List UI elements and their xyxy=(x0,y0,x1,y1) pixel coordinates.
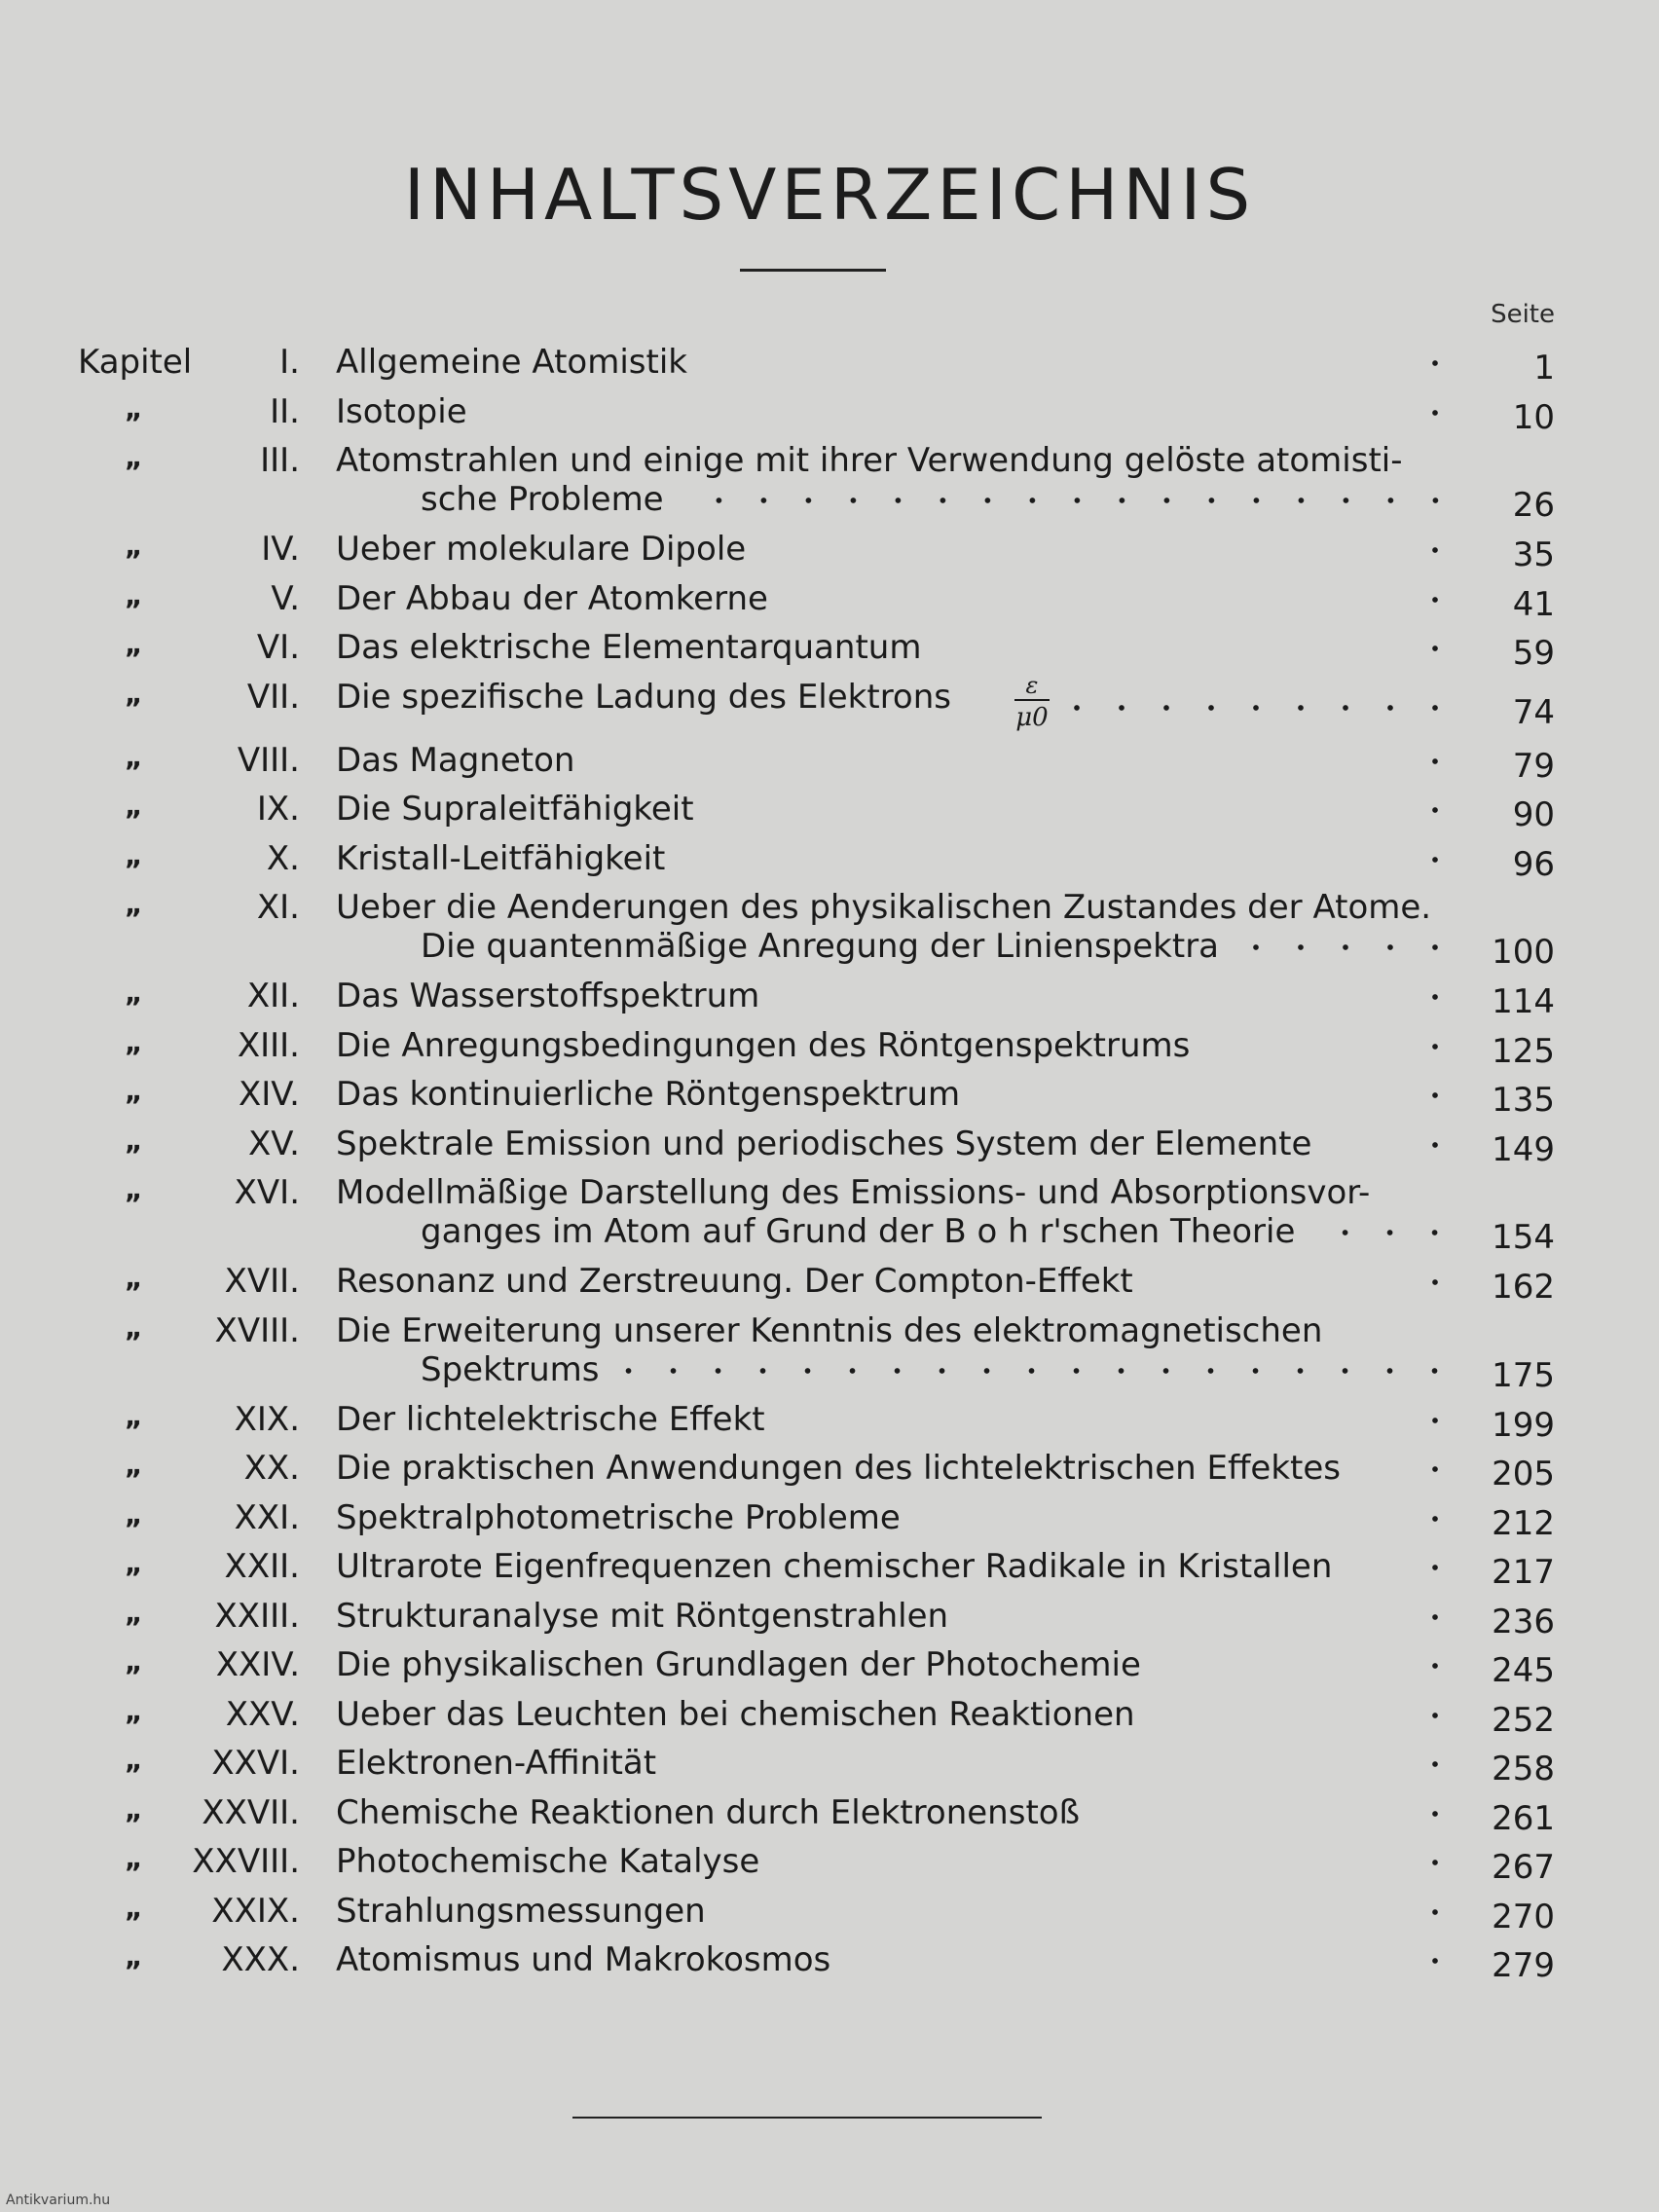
page-number: 162 xyxy=(1492,1268,1555,1307)
toc-entry xyxy=(0,1119,1659,1168)
page-number: 100 xyxy=(1492,933,1555,972)
toc-entry xyxy=(0,1640,1659,1689)
toc-entry xyxy=(0,1256,1659,1306)
toc-entry xyxy=(0,1493,1659,1542)
chapter-number: XIV. xyxy=(238,1075,300,1114)
dot-leader xyxy=(1428,634,1457,663)
chapter-number: XXIX. xyxy=(211,1891,300,1931)
page-number: 1 xyxy=(1533,349,1555,387)
chapter-number: XVI. xyxy=(234,1173,300,1212)
chapter-title: Resonanz und Zerstreuung. Der Compton-Effekt xyxy=(336,1262,1133,1301)
ditto-mark: „ xyxy=(125,441,143,473)
chapter-title: Allgemeine Atomistik xyxy=(336,343,687,382)
page-number: 252 xyxy=(1492,1700,1555,1740)
chapter-label: Kapitel xyxy=(78,343,193,382)
page-number: 125 xyxy=(1492,1031,1555,1071)
chapter-number: XXV. xyxy=(225,1694,300,1734)
page-number: 135 xyxy=(1492,1081,1555,1120)
chapter-number: III. xyxy=(260,441,300,480)
dot-leader xyxy=(1067,693,1457,722)
chapter-number: XVIII. xyxy=(214,1310,300,1350)
toc-entry xyxy=(0,622,1659,672)
ditto-mark: „ xyxy=(125,740,143,773)
dot-leader xyxy=(1428,1032,1457,1061)
chapter-title: Der lichtelektrische Effekt xyxy=(336,1399,765,1439)
toc-entry xyxy=(0,784,1659,833)
chapter-title: Spektrale Emission und periodisches System der Elemente xyxy=(336,1124,1312,1163)
toc-entry xyxy=(0,1738,1659,1788)
dot-leader xyxy=(1428,1553,1457,1582)
dot-leader xyxy=(678,486,1457,515)
toc-entry xyxy=(0,1069,1659,1119)
chapter-title: Das Magneton xyxy=(336,740,575,780)
chapter-title: Modellmäßige Darstellung des Emissions- und Absorptionsvor- xyxy=(336,1173,1371,1212)
dot-leader xyxy=(1428,1603,1457,1632)
chapter-number: XXX. xyxy=(221,1940,300,1979)
ditto-mark: „ xyxy=(125,1075,143,1107)
dot-leader xyxy=(1428,1406,1457,1435)
toc-entry xyxy=(0,337,1659,387)
page-number: 41 xyxy=(1512,584,1555,624)
chapter-title: Ueber die Aenderungen des physikalischen Zustandes der Atome. xyxy=(336,888,1432,927)
chapter-title: Chemische Reaktionen durch Elektronenstoß xyxy=(336,1792,1080,1832)
chapter-number: V. xyxy=(271,578,300,618)
chapter-number: XI. xyxy=(256,888,300,927)
dot-leader xyxy=(1428,1130,1457,1160)
ditto-mark: „ xyxy=(125,628,143,660)
ditto-mark: „ xyxy=(125,977,143,1009)
ditto-mark: „ xyxy=(125,888,143,920)
watermark: Antikvarium.hu xyxy=(6,2193,111,2208)
ditto-mark: „ xyxy=(125,1449,143,1481)
chapter-number: I. xyxy=(279,343,300,382)
dot-leader xyxy=(1428,1898,1457,1927)
page-number: 59 xyxy=(1512,634,1555,673)
toc-entry xyxy=(0,1443,1659,1493)
toc-entry xyxy=(0,1541,1659,1591)
page-number: 199 xyxy=(1492,1405,1555,1445)
bottom-rule xyxy=(572,2117,1042,2119)
page-number: 245 xyxy=(1492,1651,1555,1690)
page-number: 96 xyxy=(1512,844,1555,884)
dot-leader xyxy=(1428,349,1457,378)
chapter-title: Die Supraleitfähigkeit xyxy=(336,790,694,829)
dot-leader xyxy=(1428,1848,1457,1877)
dot-leader xyxy=(1428,585,1457,614)
toc-entry xyxy=(0,1689,1659,1739)
chapter-title: Spektralphotometrische Probleme xyxy=(336,1497,901,1537)
chapter-title: Strahlungsmessungen xyxy=(336,1891,706,1931)
ditto-mark: „ xyxy=(125,1596,143,1629)
page-number: 217 xyxy=(1492,1553,1555,1592)
ditto-mark: „ xyxy=(125,1173,143,1205)
chapter-number: IX. xyxy=(256,790,300,829)
dot-leader xyxy=(1428,535,1457,565)
toc-entry xyxy=(0,1886,1659,1936)
toc-entry xyxy=(0,1591,1659,1641)
dot-leader xyxy=(1428,795,1457,825)
toc-entry xyxy=(0,882,1659,971)
toc-entry xyxy=(0,1788,1659,1837)
page-number: 175 xyxy=(1492,1355,1555,1395)
chapter-number: XII. xyxy=(246,977,300,1015)
dot-leader xyxy=(1428,1504,1457,1533)
chapter-title: Atomstrahlen und einige mit ihrer Verwendung gelöste atomisti- xyxy=(336,441,1403,480)
page-number: 10 xyxy=(1512,397,1555,437)
chapter-title: Die praktischen Anwendungen des lichtelektrischen Effektes xyxy=(336,1449,1341,1488)
toc-entry xyxy=(0,1306,1659,1394)
chapter-number: VI. xyxy=(256,628,300,667)
chapter-number: XVII. xyxy=(224,1262,300,1301)
dot-leader xyxy=(1428,398,1457,427)
page-number: 90 xyxy=(1512,795,1555,834)
page-number: 279 xyxy=(1492,1946,1555,1985)
toc-entry xyxy=(0,1836,1659,1886)
chapter-title: Das kontinuierliche Röntgenspektrum xyxy=(336,1075,961,1114)
chapter-number: XX. xyxy=(243,1449,300,1488)
chapter-title: Ultrarote Eigenfrequenzen chemischer Radikale in Kristallen xyxy=(336,1547,1333,1586)
chapter-title: Das elektrische Elementarquantum xyxy=(336,628,922,667)
chapter-title-continued: Spektrums xyxy=(421,1349,600,1389)
dot-leader xyxy=(1428,1799,1457,1828)
ditto-mark: „ xyxy=(125,1645,143,1677)
ditto-mark: „ xyxy=(125,1792,143,1825)
toc-entry xyxy=(0,1935,1659,1984)
dot-leader xyxy=(1428,1268,1457,1297)
charge-mass-fraction xyxy=(1011,672,1053,734)
ditto-mark: „ xyxy=(125,1547,143,1579)
ditto-mark: „ xyxy=(125,790,143,822)
ditto-mark: „ xyxy=(125,1694,143,1727)
table-of-contents xyxy=(0,337,1659,1984)
chapter-title: Strukturanalyse mit Röntgenstrahlen xyxy=(336,1596,949,1636)
page-number: 258 xyxy=(1492,1750,1555,1788)
page-number: 74 xyxy=(1512,692,1555,732)
chapter-number: XV. xyxy=(248,1124,300,1163)
ditto-mark: „ xyxy=(125,391,143,424)
ditto-mark: „ xyxy=(125,1262,143,1294)
toc-entry xyxy=(0,1020,1659,1070)
title-rule xyxy=(740,269,886,272)
dot-leader xyxy=(1428,747,1457,776)
chapter-title: Isotopie xyxy=(336,391,467,431)
ditto-mark: „ xyxy=(125,677,143,710)
toc-entry xyxy=(0,1167,1659,1256)
chapter-number: XXVII. xyxy=(202,1792,300,1832)
chapter-title: Kristall-Leitfähigkeit xyxy=(336,838,666,878)
chapter-title: Ueber molekulare Dipole xyxy=(336,530,747,569)
ditto-mark: „ xyxy=(125,1310,143,1344)
chapter-number: X. xyxy=(266,838,300,878)
chapter-title: Die spezifische Ladung des Elektrons xyxy=(336,677,951,717)
ditto-mark: „ xyxy=(125,1497,143,1530)
page-title: INHALTSVERZEICHNIS xyxy=(403,154,1256,236)
toc-entry xyxy=(0,435,1659,524)
dot-leader xyxy=(1428,1651,1457,1680)
page-number: 212 xyxy=(1492,1503,1555,1543)
dot-leader xyxy=(1428,1081,1457,1110)
fraction-numerator: ε xyxy=(1025,671,1039,699)
page-number: 114 xyxy=(1492,982,1555,1021)
chapter-number: XXIV. xyxy=(215,1645,300,1684)
dot-leader xyxy=(1428,1701,1457,1730)
chapter-title: Elektronen-Affinität xyxy=(336,1744,657,1783)
page-number: 205 xyxy=(1492,1455,1555,1493)
chapter-title-continued: sche Probleme xyxy=(421,480,664,519)
chapter-number: XIII. xyxy=(237,1025,300,1065)
ditto-mark: „ xyxy=(125,1399,143,1432)
page-number: 79 xyxy=(1512,746,1555,786)
ditto-mark: „ xyxy=(125,1940,143,1972)
dot-leader xyxy=(1428,845,1457,874)
ditto-mark: „ xyxy=(125,530,143,562)
chapter-title: Die Anregungsbedingungen des Röntgenspektrums xyxy=(336,1025,1191,1065)
chapter-number: VIII. xyxy=(237,740,300,780)
page-number: 267 xyxy=(1492,1848,1555,1887)
page-number: 270 xyxy=(1492,1897,1555,1936)
dot-leader xyxy=(1309,1218,1457,1247)
page-number: 26 xyxy=(1512,486,1555,525)
ditto-mark: „ xyxy=(125,838,143,871)
dot-leader xyxy=(1233,933,1457,962)
toc-entry xyxy=(0,672,1659,735)
chapter-title-continued: ganges im Atom auf Grund der B o h r'schen Theorie xyxy=(421,1212,1296,1251)
chapter-title: Die physikalischen Grundlagen der Photochemie xyxy=(336,1645,1141,1684)
dot-leader xyxy=(1428,1750,1457,1779)
page-number: 261 xyxy=(1492,1798,1555,1838)
page-number: 154 xyxy=(1492,1218,1555,1257)
ditto-mark: „ xyxy=(125,1744,143,1776)
chapter-title: Photochemische Katalyse xyxy=(336,1842,760,1881)
ditto-mark: „ xyxy=(125,1842,143,1874)
chapter-number: XXIII. xyxy=(214,1596,300,1636)
chapter-number: IV. xyxy=(261,530,300,569)
dot-leader xyxy=(1428,1455,1457,1484)
toc-entry xyxy=(0,573,1659,623)
page-column-label: Seite xyxy=(1491,300,1555,329)
ditto-mark: „ xyxy=(125,1025,143,1058)
chapter-number: XIX. xyxy=(234,1399,300,1439)
toc-entry xyxy=(0,524,1659,573)
chapter-title: Ueber das Leuchten bei chemischen Reaktionen xyxy=(336,1694,1135,1734)
chapter-number: XXII. xyxy=(224,1547,300,1586)
chapter-number: XXVIII. xyxy=(192,1842,300,1881)
dot-leader xyxy=(1428,982,1457,1012)
dot-leader xyxy=(1428,1946,1457,1975)
ditto-mark: „ xyxy=(125,578,143,611)
toc-entry xyxy=(0,735,1659,785)
toc-entry xyxy=(0,833,1659,883)
fraction-denominator: μ0 xyxy=(1015,702,1049,732)
chapter-title: Atomismus und Makrokosmos xyxy=(336,1940,831,1979)
chapter-title: Das Wasserstoffspektrum xyxy=(336,977,760,1015)
ditto-mark: „ xyxy=(125,1124,143,1157)
chapter-number: II. xyxy=(270,391,300,431)
chapter-title: Die Erweiterung unserer Kenntnis des elektromagnetischen xyxy=(336,1310,1323,1350)
chapter-title-continued: Die quantenmäßige Anregung der Linienspektra xyxy=(421,927,1220,966)
toc-entry xyxy=(0,387,1659,436)
dot-leader xyxy=(612,1356,1457,1385)
chapter-title: Der Abbau der Atomkerne xyxy=(336,578,768,618)
toc-entry xyxy=(0,1394,1659,1444)
chapter-number: VII. xyxy=(246,677,300,717)
chapter-number: XXI. xyxy=(234,1497,300,1537)
chapter-number: XXVI. xyxy=(211,1744,300,1783)
page-number: 35 xyxy=(1512,535,1555,574)
page-number: 149 xyxy=(1492,1129,1555,1169)
toc-entry xyxy=(0,971,1659,1020)
page-number: 236 xyxy=(1492,1602,1555,1641)
ditto-mark: „ xyxy=(125,1891,143,1924)
